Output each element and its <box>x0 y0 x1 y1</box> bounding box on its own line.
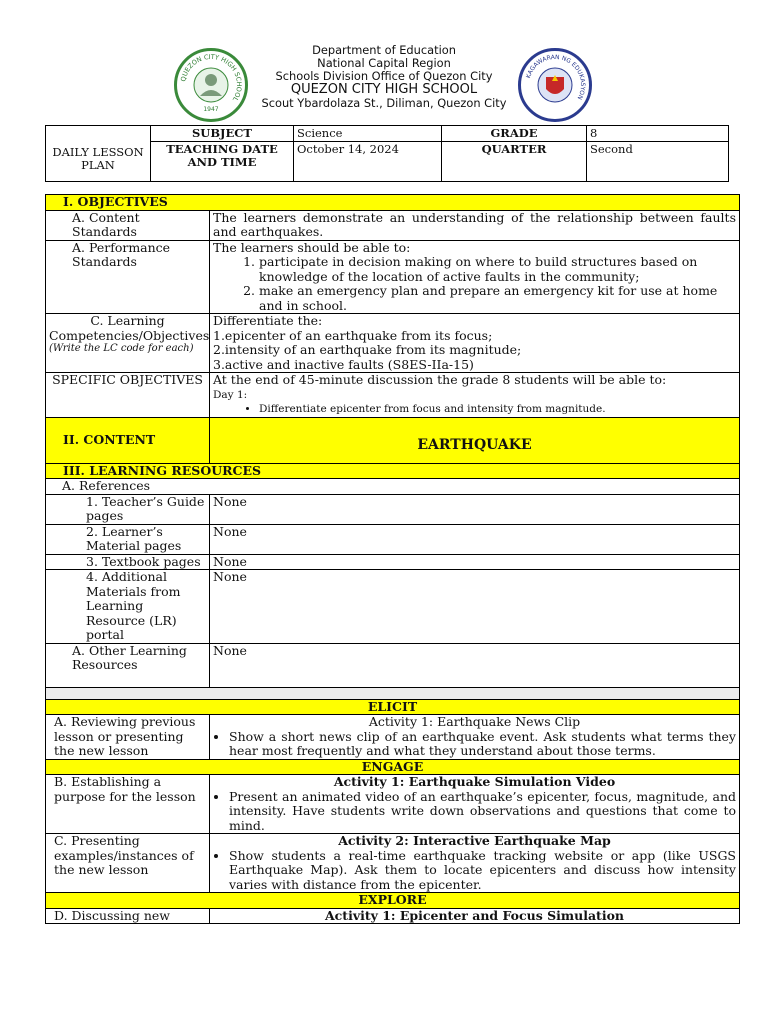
activity-list <box>213 730 736 759</box>
letterhead <box>0 0 768 120</box>
performance-list <box>213 255 736 313</box>
procedure-c-label: C. Presenting examples/instances of the new lesson <box>46 834 210 893</box>
specific-list <box>213 402 736 417</box>
activity-item: • Show students a real-time earthquake tracking website or app (like USGS Earthquake Map). Ask them to locate epicenters and discuss how intensity varies with distance from the epicenter. <box>229 849 736 893</box>
performance-standards-label: A. Performance Standards <box>46 240 210 314</box>
performance-item: 1. participate in decision making on where to build structures based on knowledge of the location of active faults in the community; <box>259 255 736 284</box>
activity-title: Activity 1: Epicenter and Focus Simulation <box>210 908 740 924</box>
header-line-3: Schools Division Office of Quezon City <box>275 69 493 83</box>
lc-item: 1.epicenter of an earthquake from its focus; <box>213 327 493 343</box>
performance-intro: The learners should be able to: <box>213 239 411 255</box>
resource-label: 2. Learner’s Material pages <box>46 524 210 554</box>
other-resources-label: A. Other Learning Resources <box>46 643 210 687</box>
teaching-date-value: October 14, 2024 <box>294 142 442 182</box>
spacer-row <box>46 687 740 699</box>
learning-competencies-cell <box>210 314 740 373</box>
lesson-plan-table <box>45 194 740 924</box>
quarter-label: QUARTER <box>442 142 587 182</box>
quarter-value: Second <box>587 142 729 182</box>
lc-intro: Differentiate the: <box>213 313 323 328</box>
lc-item: 2.intensity of an earthquake from its magnitude; <box>213 342 522 357</box>
activity-title: Activity 1: Earthquake News Clip <box>368 714 581 729</box>
resources-heading: III. LEARNING RESOURCES <box>46 463 740 479</box>
other-resources-value: None <box>210 643 740 687</box>
content-standards-label: A. Content Standards <box>46 210 210 240</box>
dll-label: DAILY LESSON PLAN <box>46 126 151 182</box>
elicit-heading: ELICIT <box>46 699 740 715</box>
resource-label: 3. Textbook pages <box>46 554 210 570</box>
performance-standards-cell <box>210 240 740 314</box>
specific-objectives-text: At the end of 45-minute discussion the grade 8 students will be able to: <box>213 372 667 387</box>
resource-value: None <box>210 494 740 524</box>
specific-objectives-cell <box>210 373 740 418</box>
procedure-a-label: A. Reviewing previous lesson or presenting the new lesson <box>46 715 210 760</box>
subject-label: SUBJECT <box>151 126 294 142</box>
procedure-d-label: D. Discussing new <box>46 908 210 924</box>
resource-label: 1. Teacher’s Guide pages <box>46 494 210 524</box>
svg-text:1947: 1947 <box>203 106 219 113</box>
activity-list <box>213 849 736 893</box>
school-name: QUEZON CITY HIGH SCHOOL <box>290 82 478 97</box>
procedure-c-cell <box>210 834 740 893</box>
content-topic: EARTHQUAKE <box>210 417 740 463</box>
procedure-a-cell <box>210 715 740 760</box>
references-label: A. References <box>46 479 740 495</box>
specific-objectives-label: SPECIFIC OBJECTIVES <box>46 373 210 418</box>
resource-value: None <box>210 570 740 644</box>
activity-item: • Show a short news clip of an earthquake event. Ask students what terms they hear most frequently and what they understand about those terms. <box>229 730 736 759</box>
resource-value: None <box>210 524 740 554</box>
specific-day: Day 1: <box>213 388 248 401</box>
objectives-heading: I. OBJECTIVES <box>46 195 740 211</box>
lesson-info-table <box>45 125 729 182</box>
deped-seal-icon <box>518 48 592 122</box>
lc-item: 3.active and inactive faults (S8ES-IIa-15) <box>213 356 474 372</box>
procedure-b-cell <box>210 775 740 834</box>
resource-label: 4. Additional Materials from Learning Resource (LR) portal <box>46 570 210 644</box>
engage-heading: ENGAGE <box>46 759 740 775</box>
grade-value: 8 <box>587 126 729 142</box>
svg-text:KAGAWARAN NG EDUKASYON: KAGAWARAN NG EDUKASYON <box>524 53 587 101</box>
school-address: Scout Ybardolaza St., Diliman, Quezon City <box>261 96 507 110</box>
teaching-date-label: TEACHING DATE AND TIME <box>151 142 294 182</box>
learning-competencies-label: C. Learning Competencies/Objectives <box>49 313 210 343</box>
content-heading: II. CONTENT <box>46 417 210 463</box>
explore-heading: EXPLORE <box>46 893 740 909</box>
specific-item: • Differentiate epicenter from focus and intensity from magnitude. <box>259 402 736 417</box>
resource-value: None <box>210 554 740 570</box>
activity-title: Activity 2: Interactive Earthquake Map <box>338 833 611 848</box>
header-line-1: Department of Education <box>312 43 456 57</box>
svg-text:QUEZON CITY HIGH SCHOOL: QUEZON CITY HIGH SCHOOL <box>179 52 244 103</box>
activity-title: Activity 1: Earthquake Simulation Video <box>333 774 616 789</box>
activity-list <box>213 790 736 834</box>
procedure-b-label: B. Establishing a purpose for the lesson <box>46 775 210 834</box>
grade-label: GRADE <box>442 126 587 142</box>
lc-code-note: (Write the LC code for each) <box>49 343 194 354</box>
header-line-2: National Capital Region <box>317 56 451 70</box>
learning-competencies-label-cell <box>46 314 210 373</box>
activity-item: • Present an animated video of an earthquake’s epicenter, focus, magnitude, and intensity. Have students write down observations and questions that come to mind. <box>229 790 736 834</box>
performance-item: 2. make an emergency plan and prepare an emergency kit for use at home and in school. <box>259 284 736 313</box>
content-standards-text: The learners demonstrate an understanding of the relationship between faults and earthquakes. <box>210 210 740 240</box>
letterhead-text <box>0 44 768 110</box>
subject-value: Science <box>294 126 442 142</box>
